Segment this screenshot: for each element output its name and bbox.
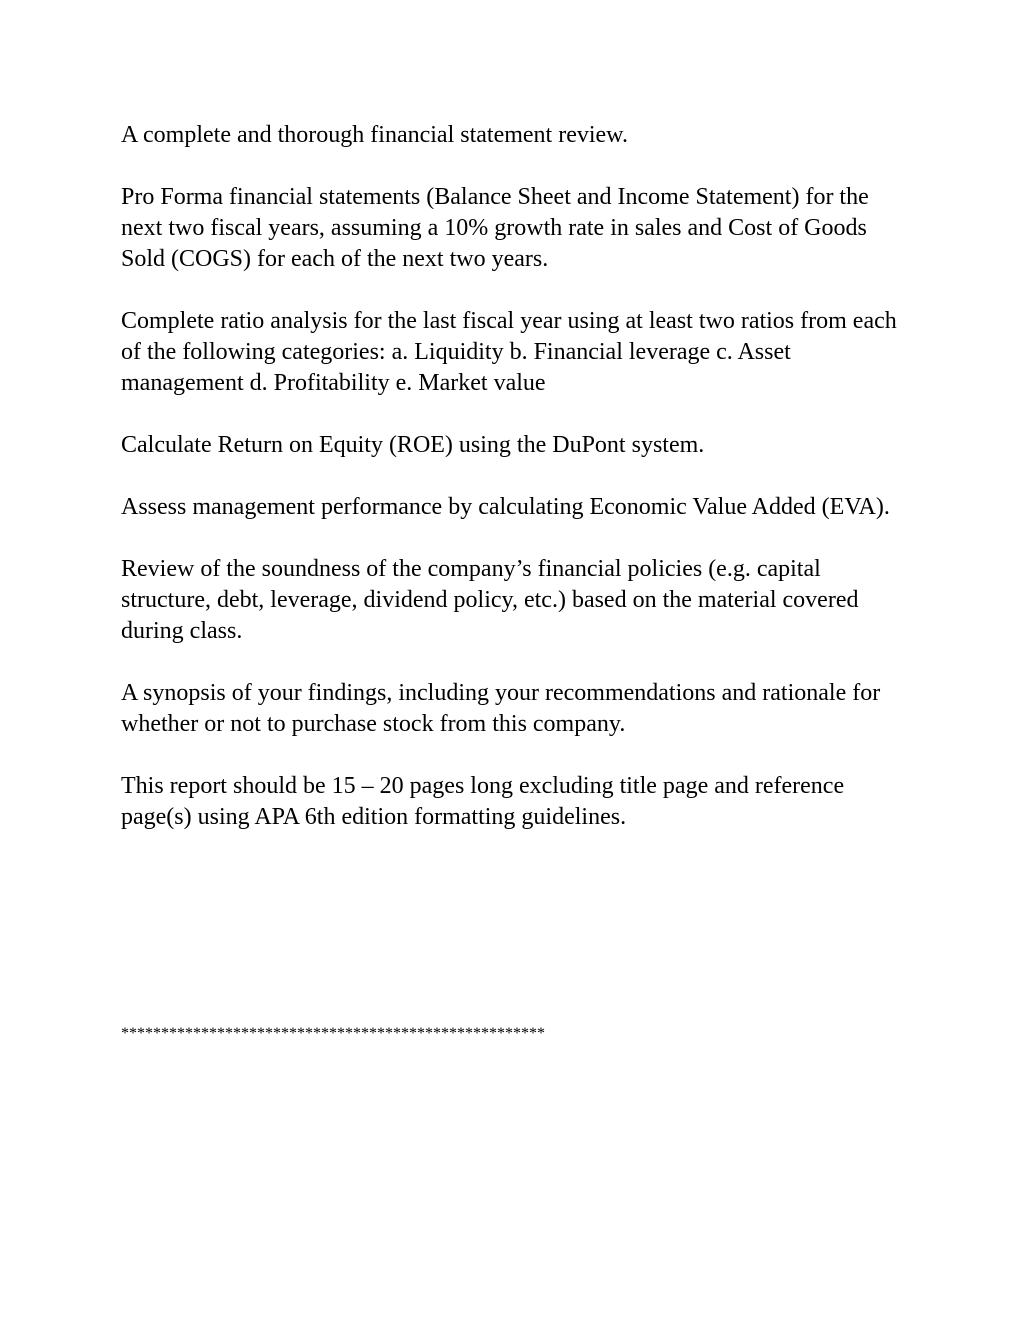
- paragraph-report-length: This report should be 15 – 20 pages long excluding title page and reference page(s) using APA 6th edition formatting guidelines.: [121, 773, 845, 830]
- paragraph-dupont-roe: Calculate Return on Equity (ROE) using the DuPont system.: [121, 432, 705, 458]
- paragraph-eva: Assess management performance by calculating Economic Value Added (EVA).: [121, 494, 890, 520]
- paragraph-financial-review: A complete and thorough financial statement review.: [121, 122, 628, 148]
- paragraph-pro-forma: Pro Forma financial statements (Balance Sheet and Income Statement) for the next two fiscal years, assuming a 10% growth rate in sales and Cost of Goods Sold (COGS) for each of the next two years.: [121, 184, 869, 272]
- paragraph-financial-policies: Review of the soundness of the company’s financial policies (e.g. capital structure, debt, leverage, dividend policy, etc.) based on the material covered during class.: [121, 556, 859, 644]
- paragraph-ratio-analysis: Complete ratio analysis for the last fiscal year using at least two ratios from each of the following categories: a. Liquidity b. Financial leverage c. Asset management d. Profitability e. Market value: [121, 308, 897, 396]
- paragraph-synopsis: A synopsis of your findings, including your recommendations and rationale for whether or not to purchase stock from this company.: [121, 680, 881, 737]
- asterisk-separator: *****************************************************: [121, 1025, 545, 1042]
- document-body: [121, 120, 911, 864]
